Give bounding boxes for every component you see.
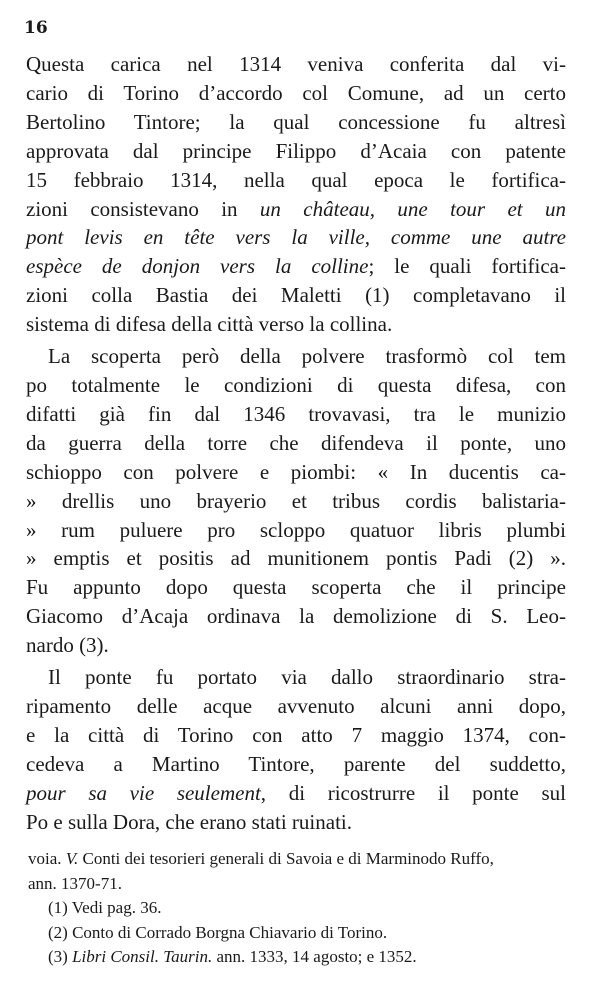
- text-line: [26, 108, 566, 137]
- text-line: [26, 602, 566, 631]
- text-run: approvata dal principe Filippo d’Acaia con patente: [26, 138, 566, 163]
- text-line: [26, 779, 566, 808]
- text-line: [26, 692, 566, 721]
- text-run: cedeva a Martino Tintore, parente del suddetto,: [26, 751, 566, 776]
- paragraph-2: [26, 342, 566, 660]
- text-run: » emptis et positis ad munitionem pontis Padi (2) ».: [26, 546, 566, 571]
- text-line: [26, 544, 566, 573]
- text-line: [26, 371, 566, 400]
- italic-text: V.: [65, 849, 79, 868]
- text-line: [26, 573, 566, 602]
- text-line: [26, 137, 566, 166]
- text-run: ripamento delle acque avvenuto alcuni anni dopo,: [26, 693, 566, 718]
- text-line: [26, 721, 566, 750]
- text-line: [26, 663, 566, 692]
- text-line: [26, 50, 566, 79]
- text-run: ann. 1370-71.: [28, 873, 122, 893]
- footnotes: [28, 847, 568, 970]
- page-number: 16: [24, 18, 48, 38]
- italic-text: pour sa vie seulement: [26, 780, 261, 805]
- text-run: Il ponte fu portato via dallo straordinario stra-: [48, 665, 566, 690]
- text-run: » rum puluere pro scloppo quatuor libris plumbi: [26, 517, 566, 542]
- text-line: [26, 252, 566, 281]
- text-line: [26, 458, 566, 487]
- paragraph-1: [26, 50, 566, 339]
- text-run: » drellis uno brayerio et tribus cordis balistaria-: [26, 488, 566, 513]
- italic-text: Libri Consil. Taurin.: [72, 947, 213, 966]
- text-line: [26, 79, 566, 108]
- text-run: (1) Vedi pag. 36.: [48, 898, 162, 917]
- text-run: da guerra della torre che difendeva il ponte, uno: [26, 430, 566, 455]
- text-line: [26, 166, 566, 195]
- text-run: Fu appunto dopo questa scoperta che il principe: [26, 575, 566, 600]
- text-run: (2) Conto di Corrado Borgna Chiavario di Torino.: [48, 922, 388, 942]
- text-run: cario di Torino d’accordo col Comune, ad un certo: [26, 80, 566, 105]
- text-line: [26, 310, 566, 339]
- footnote-3: [28, 945, 568, 970]
- text-line: [26, 487, 566, 516]
- text-run: zioni consistevano in: [26, 196, 260, 221]
- text-run: , di ricostrurre il ponte sul: [260, 780, 566, 805]
- text-run: nardo (3).: [26, 633, 109, 658]
- text-run: Conti dei tesorieri generali di Savoia e di Marminodo Ruffo,: [78, 849, 494, 868]
- text-run: La scoperta però della polvere trasformò col tem: [48, 344, 566, 369]
- text-run: Giacomo d’Acaja ordinava la demolizione di S. Leo-: [26, 604, 566, 629]
- text-run: e la città di Torino con atto 7 maggio 1374, con-: [26, 722, 566, 747]
- text-run: schioppo con polvere e piombi: « In ducentis ca-: [26, 459, 566, 484]
- text-run: ; le quali fortifica-: [368, 254, 566, 279]
- text-run: 15 febbraio 1314, nella qual epoca le fortifica-: [26, 167, 566, 192]
- italic-text: espèce de donjon vers la colline: [26, 254, 369, 279]
- text-run: po totalmente le condizioni di questa difesa, con: [26, 372, 566, 397]
- text-run: voia.: [28, 849, 66, 868]
- text-line: [26, 516, 566, 545]
- text-line: [26, 429, 566, 458]
- text-line: [26, 631, 566, 660]
- footnote-continuation: [28, 847, 568, 872]
- text-run: (3): [48, 947, 73, 966]
- text-line: [26, 400, 566, 429]
- footnote-continuation-line: [28, 872, 568, 897]
- italic-text: un château, une tour et un: [259, 196, 566, 221]
- text-line: [26, 342, 566, 371]
- text-line: [26, 223, 566, 252]
- text-line: [26, 281, 566, 310]
- text-line: [26, 808, 566, 837]
- text-run: Questa carica nel 1314 veniva conferita dal vi-: [26, 52, 566, 76]
- body-text: [26, 50, 566, 836]
- footnote-1: [28, 896, 568, 921]
- text-run: Bertolino Tintore; la qual concessione fu altresì: [26, 109, 566, 134]
- italic-text: pont levis en tête vers la ville, comme une autre: [26, 225, 566, 250]
- text-run: ann. 1333, 14 agosto; e 1352.: [212, 947, 417, 966]
- text-run: sistema di difesa della città verso la collina.: [26, 312, 393, 337]
- footnote-2: [28, 921, 568, 946]
- text-run: zioni colla Bastia dei Maletti (1) completavano il: [26, 283, 566, 308]
- text-line: [26, 750, 566, 779]
- text-run: Po e sulla Dora, che erano stati ruinati.: [26, 809, 352, 834]
- text-run: difatti già fin dal 1346 trovavasi, tra le munizio: [26, 401, 566, 426]
- paragraph-3: [26, 663, 566, 836]
- text-line: [26, 195, 566, 224]
